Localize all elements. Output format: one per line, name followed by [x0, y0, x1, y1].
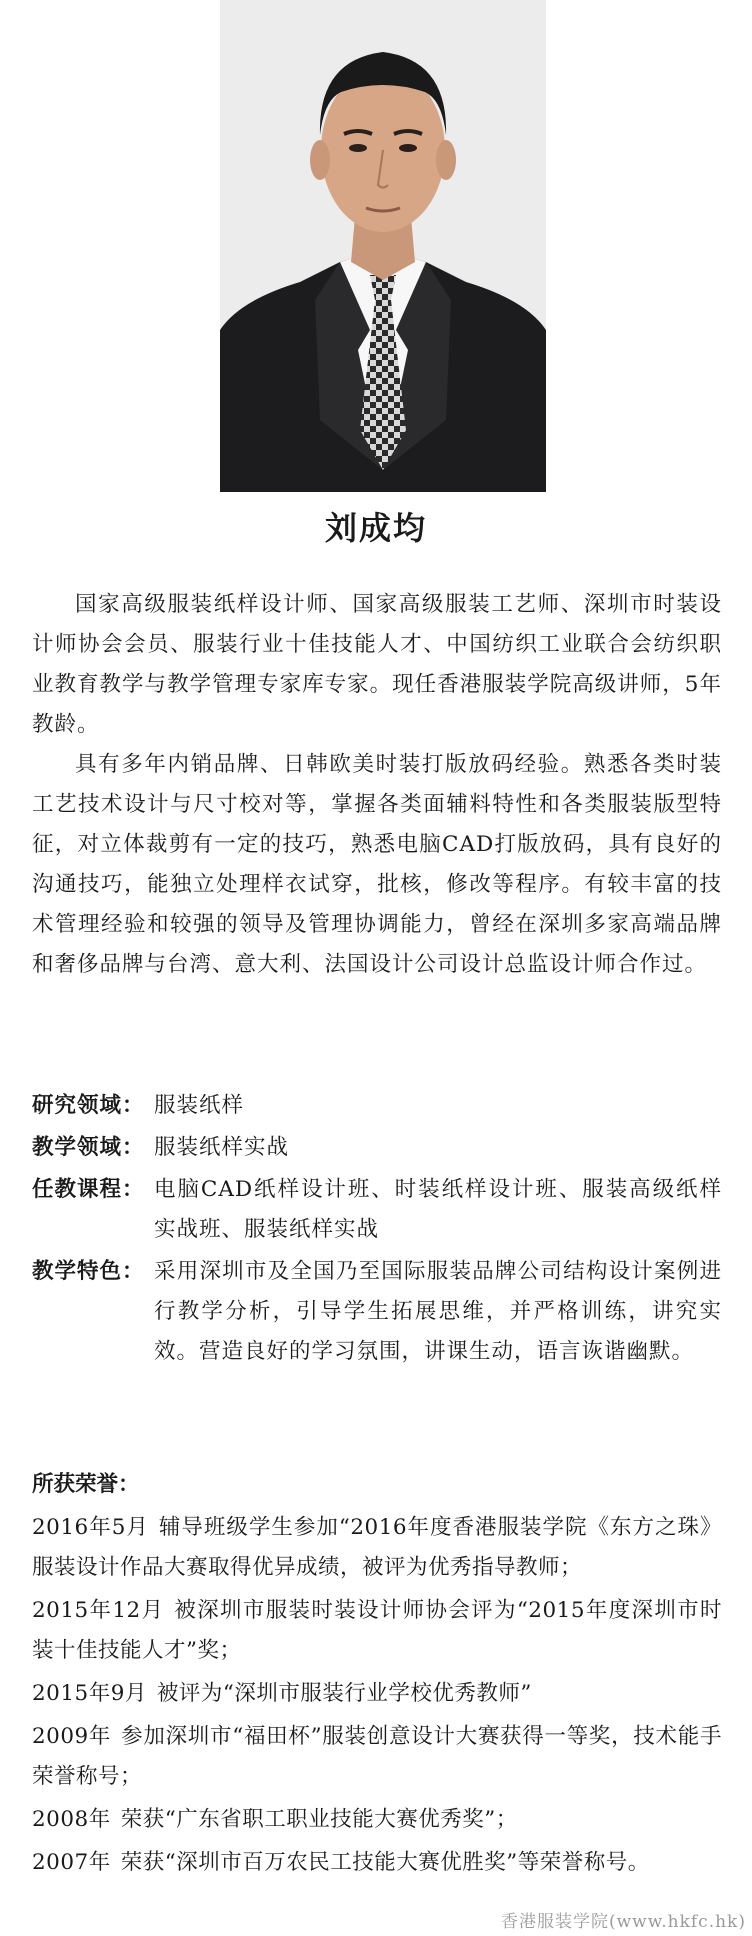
honor-year: 2015年12月: [32, 1598, 165, 1623]
honor-text: 被深圳市服装时装设计师协会评为“2015年度深圳市时装十佳技能人才”奖；: [32, 1598, 722, 1663]
honor-text: 荣获“深圳市百万农民工技能大赛优胜奖”等荣誉称号。: [120, 1850, 650, 1875]
honor-year: 2008年: [32, 1807, 111, 1832]
research-field-row: [32, 1086, 722, 1126]
honor-item: [32, 1591, 722, 1671]
biography: [32, 585, 722, 985]
honor-text: 辅导班级学生参加“2016年度香港服装学院《东方之珠》服装设计作品大赛取得优异成绩，被评为优秀指导教师；: [32, 1515, 722, 1580]
teacher-name: 刘成均: [324, 509, 427, 547]
honor-year: 2007年: [32, 1850, 111, 1875]
field-label: 教学特色：: [32, 1259, 145, 1284]
features-field-row: [32, 1252, 722, 1372]
field-label: 任教课程：: [32, 1177, 145, 1202]
honor-text: 荣获“广东省职工职业技能大赛优秀奖”；: [120, 1807, 518, 1832]
honor-item: [32, 1508, 722, 1588]
field-label: 研究领域：: [32, 1093, 145, 1118]
honor-item: [32, 1674, 722, 1714]
field-value: 采用深圳市及全国乃至国际服装品牌公司结构设计案例进行教学分析，引导学生拓展思维，并严格训练，讲究实效。营造良好的学习氛围，讲课生动，语言诙谐幽默。: [154, 1259, 722, 1364]
field-value: 服装纸样: [154, 1093, 245, 1118]
bio-paragraph: 具有多年内销品牌、日韩欧美时装打版放码经验。熟悉各类时装工艺技术设计与尺寸校对等，掌握各类面辅料特性和各类服装版型特征，对立体裁剪有一定的技巧，熟悉电脑CAD打版放码，具有良好的沟通技巧，能独立处理样衣试穿，批核，修改等程序。有较丰富的技术管理经验和较强的领导及管理协调能力，曾经在深圳多家高端品牌和奢侈品牌与台湾、意大利、法国设计公司设计总监设计师合作过。: [32, 752, 722, 977]
honor-item: [32, 1717, 722, 1797]
honor-text: 参加深圳市“福田杯”服装创意设计大赛获得一等奖，技术能手荣誉称号；: [32, 1724, 722, 1789]
honor-item: [32, 1800, 722, 1840]
profile-fields: [32, 1086, 722, 1374]
teaching-field-row: [32, 1128, 722, 1168]
honor-text: 被评为“深圳市服装行业学校优秀教师”: [156, 1681, 532, 1706]
field-value: 服装纸样实战: [154, 1135, 290, 1160]
portrait-photo: [220, 0, 546, 492]
courses-field-row: [32, 1170, 722, 1250]
honor-year: 2015年9月: [32, 1681, 147, 1706]
honors-title: 所获荣誉：: [32, 1472, 140, 1497]
watermark-text: 香港服装学院(www.hkfc.hk): [500, 1912, 746, 1932]
field-value: 电脑CAD纸样设计班、时装纸样设计班、服装高级纸样实战班、服装纸样实战: [154, 1177, 722, 1242]
honor-year: 2009年: [32, 1724, 112, 1749]
honor-year: 2016年5月: [32, 1515, 149, 1540]
bio-paragraph: 国家高级服装纸样设计师、国家高级服装工艺师、深圳市时装设计师协会会员、服装行业十佳技能人才、中国纺织工业联合会纺织职业教育教学与教学管理专家库专家。现任香港服装学院高级讲师，5年教龄。: [32, 592, 722, 737]
honor-item: [32, 1843, 722, 1883]
portrait-illustration: [220, 0, 546, 492]
honors-section: [32, 1465, 722, 1886]
field-label: 教学领域：: [32, 1135, 145, 1160]
